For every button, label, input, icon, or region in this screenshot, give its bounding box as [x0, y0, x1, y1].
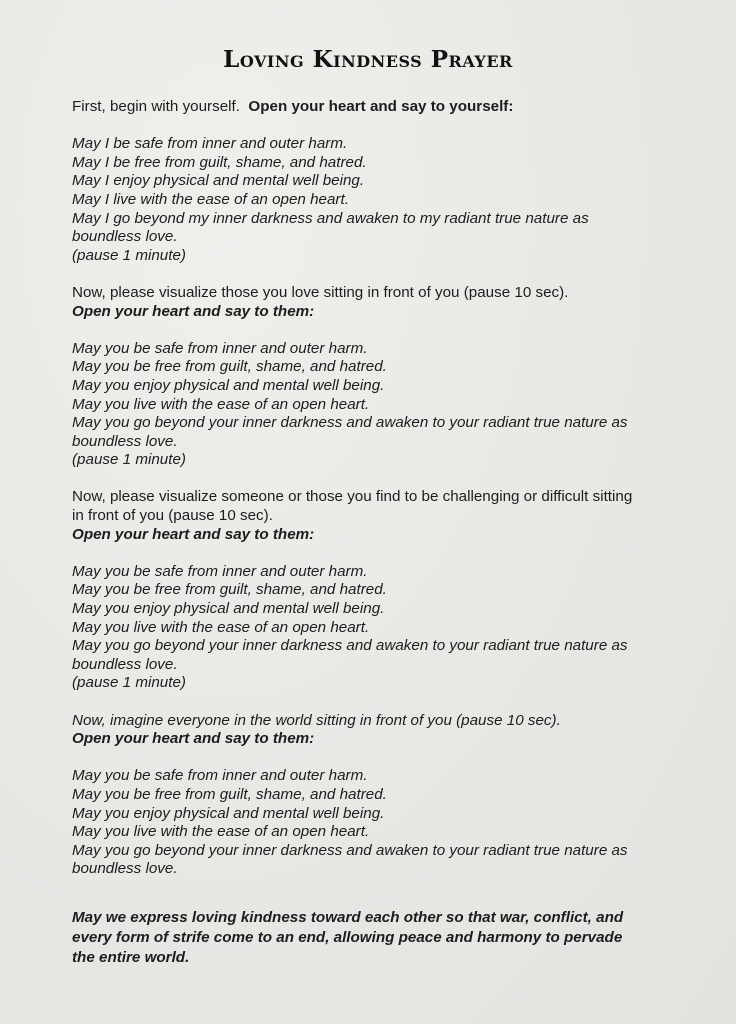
self-line: boundless love.	[72, 228, 178, 246]
closing-line: every form of strife come to an end, allowing peace and harmony to pervade	[72, 929, 623, 946]
self-pause: (pause 1 minute)	[72, 246, 186, 264]
self-line: May I live with the ease of an open heart.	[72, 190, 349, 208]
difficult-line: May you enjoy physical and mental well being.	[72, 600, 385, 618]
self-intro	[72, 98, 672, 117]
self-intro-plain: First, begin with yourself.	[72, 98, 240, 115]
closing-line: May we express loving kindness toward each other so that war, conflict, and	[72, 909, 624, 926]
prayer-body	[72, 98, 672, 879]
loved-line: boundless love.	[72, 432, 178, 450]
world-line: May you go beyond your inner darkness and awaken to your radiant true nature as	[72, 841, 628, 859]
loved-line: May you go beyond your inner darkness and awaken to your radiant true nature as	[72, 414, 628, 432]
difficult-line: May you be free from guilt, shame, and hatred.	[72, 581, 387, 599]
world-line: May you be free from guilt, shame, and hatred.	[72, 785, 387, 803]
loved-line: May you be free from guilt, shame, and hatred.	[72, 358, 387, 376]
self-line: May I be free from guilt, shame, and hatred.	[72, 153, 367, 171]
difficult-line: May you be safe from inner and outer harm.	[72, 562, 368, 580]
difficult-line: boundless love.	[72, 655, 178, 673]
self-intro-cue: Open your heart and say to yourself:	[248, 98, 514, 115]
closing-blessing	[72, 908, 672, 968]
world-cue: Open your heart and say to them:	[72, 730, 315, 748]
difficult-line: May you go beyond your inner darkness and awaken to your radiant true nature as	[72, 637, 628, 655]
self-line: May I go beyond my inner darkness and awaken to my radiant true nature as	[72, 209, 589, 227]
loved-line: May you live with the ease of an open heart.	[72, 395, 370, 413]
world-line: May you be safe from inner and outer harm.	[72, 767, 368, 785]
world-line: boundless love.	[72, 860, 178, 878]
difficult-pause: (pause 1 minute)	[72, 674, 186, 692]
difficult-line: May you live with the ease of an open heart.	[72, 618, 370, 636]
loved-line: May you be safe from inner and outer harm.	[72, 339, 368, 357]
loved-pause: (pause 1 minute)	[72, 451, 186, 469]
loved-cue: Open your heart and say to them:	[72, 302, 315, 320]
difficult-cue: Open your heart and say to them:	[72, 525, 315, 543]
self-line: May I be safe from inner and outer harm.	[72, 135, 348, 153]
loved-line: May you enjoy physical and mental well being.	[72, 376, 385, 394]
closing-line: the entire world.	[72, 949, 190, 966]
world-line: May you live with the ease of an open heart.	[72, 823, 370, 841]
world-intro: Now, imagine everyone in the world sitting in front of you (pause 10 sec).	[72, 711, 561, 729]
world-line: May you enjoy physical and mental well being.	[72, 804, 385, 822]
page-title: Loving Kindness Prayer	[223, 46, 513, 73]
loved-intro: Now, please visualize those you love sitting in front of you (pause 10 sec).	[72, 283, 569, 301]
difficult-intro-line-2: in front of you (pause 10 sec).	[72, 507, 273, 525]
difficult-intro-line-1: Now, please visualize someone or those you find to be challenging or difficult sitting	[72, 488, 633, 506]
self-line: May I enjoy physical and mental well being.	[72, 172, 365, 190]
